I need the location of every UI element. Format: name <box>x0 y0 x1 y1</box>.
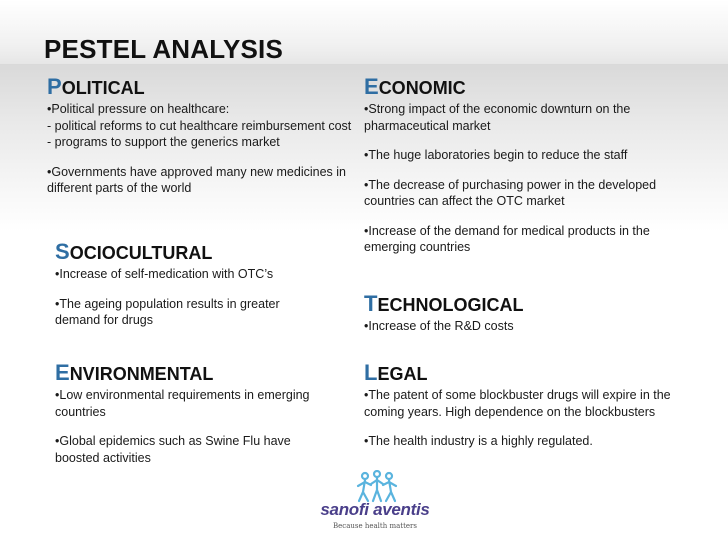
sociocultural-heading-rest: OCIOCULTURAL <box>69 243 213 263</box>
technological-heading-initial: T <box>364 291 378 316</box>
section-political <box>47 76 357 197</box>
environmental-point-1: •Low environmental requirements in emerging countries <box>55 388 310 419</box>
environmental-heading-initial: E <box>55 360 70 385</box>
environmental-heading <box>55 362 335 385</box>
sociocultural-heading-initial: S <box>55 239 70 264</box>
economic-heading <box>364 76 684 99</box>
sanofi-aventis-logo <box>300 470 450 540</box>
economic-point-4: •Increase of the demand for medical products in the emerging countries <box>364 223 650 254</box>
economic-point-3: •The decrease of purchasing power in the developed countries can affect the OTC market <box>364 177 657 208</box>
environmental-point-2: •Global epidemics such as Swine Flu have boosted activities <box>55 434 291 465</box>
legal-heading-rest: EGAL <box>377 364 428 384</box>
political-heading <box>47 76 357 99</box>
political-point-1: •Political pressure on healthcare: - political reforms to cut healthcare reimbursement cost - programs to support the generics market <box>47 102 352 149</box>
economic-heading-rest: CONOMIC <box>378 78 466 98</box>
technological-heading <box>364 293 684 316</box>
section-technological <box>364 293 684 335</box>
political-heading-initial: P <box>47 74 62 99</box>
legal-point-2: •The health industry is a highly regulated. <box>364 434 593 448</box>
sociocultural-point-1: •Increase of self-medication with OTC’s <box>55 267 274 281</box>
sociocultural-point-2: •The ageing population results in greater demand for drugs <box>55 296 280 327</box>
section-legal <box>364 362 684 450</box>
legal-point-1: •The patent of some blockbuster drugs will expire in the coming years. High dependence on the blockbusters <box>364 388 671 419</box>
legal-heading <box>364 362 684 385</box>
sanofi-people-logo-icon <box>354 470 400 504</box>
logo-wordmark: sanofi aventis <box>320 500 430 519</box>
technological-point-1: •Increase of the R&D costs <box>364 319 514 333</box>
sociocultural-heading <box>55 241 325 264</box>
section-sociocultural <box>55 241 325 329</box>
section-economic <box>364 76 684 256</box>
political-heading-rest: OLITICAL <box>61 78 145 98</box>
economic-point-1: •Strong impact of the economic downturn on the pharmaceutical market <box>364 102 631 133</box>
slide-title: PESTEL ANALYSIS <box>44 34 283 64</box>
legal-heading-initial: L <box>364 360 378 385</box>
political-point-2: •Governments have approved many new medicines in different parts of the world <box>47 164 346 195</box>
environmental-heading-rest: NVIRONMENTAL <box>69 364 214 384</box>
economic-point-2: •The huge laboratories begin to reduce the staff <box>364 148 628 162</box>
economic-heading-initial: E <box>364 74 379 99</box>
logo-tagline: Because health matters <box>333 522 417 530</box>
technological-heading-rest: ECHNOLOGICAL <box>377 295 524 315</box>
section-environmental <box>55 362 335 466</box>
